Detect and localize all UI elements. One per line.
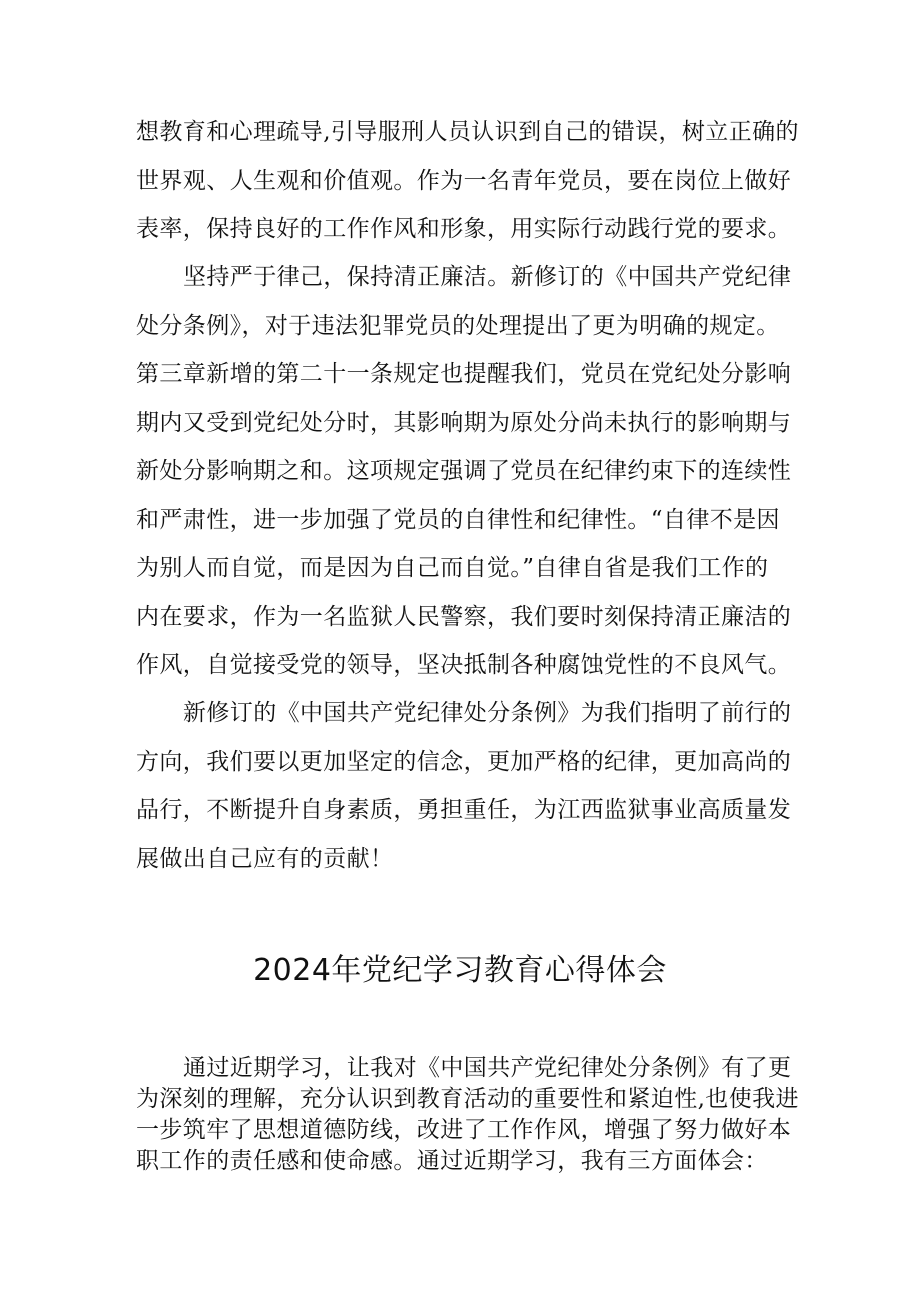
text-line: 为深刻的理解，充分认识到教育活动的重要性和紧迫性,也使我进: [136, 1086, 799, 1112]
paragraph-continued: [136, 108, 799, 254]
text-line: 品行，不断提升自身素质，勇担重任，为江西监狱事业高质量发: [136, 797, 792, 823]
text-line: 期内又受到党纪处分时，其影响期为原处分尚未执行的影响期与: [136, 409, 792, 436]
paragraph-self-discipline: [136, 253, 792, 690]
text-line: 通过近期学习，让我对《中国共产党纪律处分条例》有了更: [183, 1055, 792, 1081]
text-line: 和严肃性，进一步加强了党员的自律性和纪律性。“自律不是因: [136, 506, 780, 533]
text-line: 为别人而自觉，而是因为自己而自觉。”自律自省是我们工作的: [136, 555, 769, 581]
text-line: 世界观、人生观和价值观。作为一名青年党员，要在岗位上做好: [136, 167, 792, 194]
paragraph-intro: [136, 1053, 799, 1177]
text-line: 想教育和心理疏导,引导服刑人员认识到自己的错误，树立正确的: [136, 119, 799, 145]
text-line: 作风，自觉接受党的领导，坚决抵制各种腐蚀党性的不良风气。: [136, 652, 792, 678]
paragraph-conclusion: [136, 689, 792, 883]
text-line: 表率，保持良好的工作作风和形象，用实际行动践行党的要求。: [136, 216, 792, 242]
text-line: 展做出自己应有的贡献！: [136, 845, 394, 872]
document-title: 2024年党纪学习教育心得体会: [253, 953, 667, 988]
text-line: 职工作的责任感和使命感。通过近期学习，我有三方面体会：: [136, 1148, 768, 1174]
text-line: 一步筑牢了思想道德防线，改进了工作作风，增强了努力做好本: [136, 1117, 792, 1143]
text-line: 坚持严于律己，保持清正廉洁。新修订的《中国共产党纪律: [183, 264, 792, 290]
text-line: 处分条例》，对于违法犯罪党员的处理提出了更为明确的规定。: [136, 312, 780, 339]
text-line: 新修订的《中国共产党纪律处分条例》为我们指明了前行的: [183, 700, 792, 726]
text-line: 方向，我们要以更加坚定的信念，更加严格的纪律，更加高尚的: [136, 748, 792, 775]
text-line: 第三章新增的第二十一条规定也提醒我们，党员在党纪处分影响: [136, 361, 792, 387]
text-line: 内在要求，作为一名监狱人民警察，我们要时刻保持清正廉洁的: [136, 603, 792, 630]
text-line: 新处分影响期之和。这项规定强调了党员在纪律约束下的连续性: [136, 458, 792, 484]
